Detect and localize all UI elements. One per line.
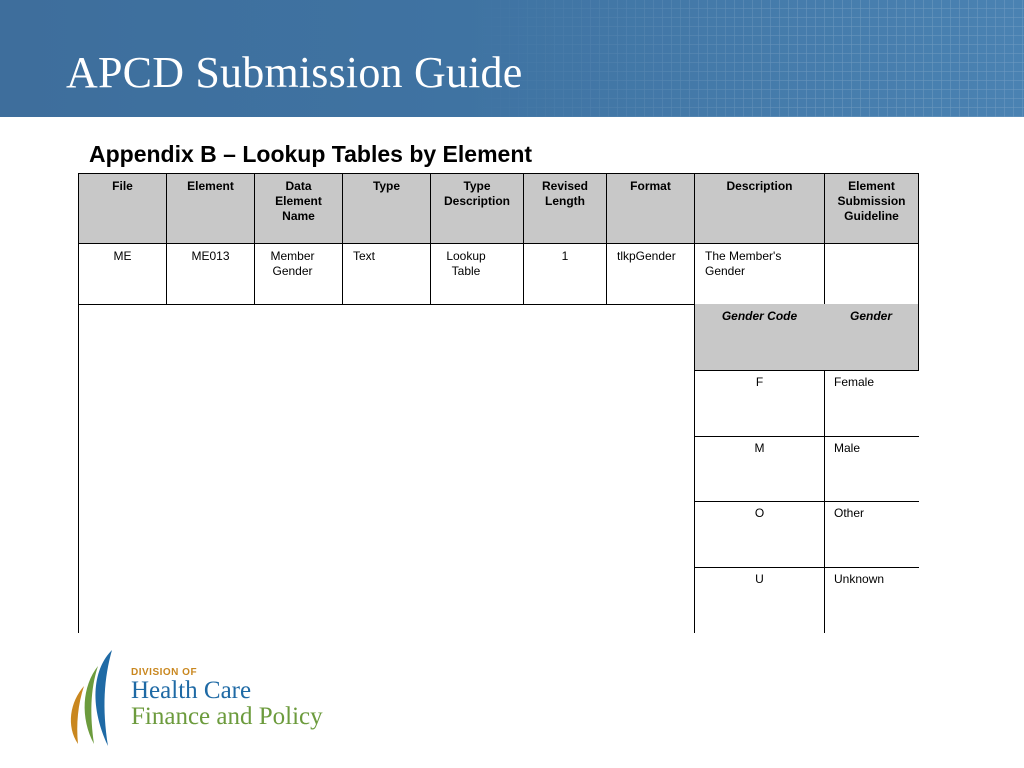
cell-file: ME [78,243,167,305]
logo-finance-policy-text: Finance and Policy [131,703,323,730]
logo-blue-swoosh [96,650,112,746]
header-file: File [78,173,167,244]
lookup-code: O [694,501,825,568]
lookup-code: F [694,370,825,437]
logo-health-care-text: Health Care [131,677,252,704]
lookup-gender: Female [824,370,919,437]
lookup-header-gender: Gender [824,304,919,371]
cell-guideline [824,243,919,305]
header-data-element-name: Data Element Name [254,173,343,244]
banner-texture [464,0,1024,117]
cell-revised-length: 1 [523,243,607,305]
cell-element: ME013 [166,243,255,305]
slide-title: APCD Submission Guide [66,48,523,97]
header-element: Element [166,173,255,244]
cell-description: The Member's Gender [694,243,825,305]
header-type: Type [342,173,431,244]
lookup-header-gender-code: Gender Code [694,304,825,371]
header-revised-length: Revised Length [523,173,607,244]
cell-type: Text [342,243,431,305]
header-type-description: Type Description [430,173,524,244]
slide-subtitle: Appendix B – Lookup Tables by Element [89,141,533,167]
lookup-code: U [694,567,825,633]
lookup-gender: Other [824,501,919,568]
cell-format: tlkpGender [606,243,695,305]
logo-green-swoosh [85,666,98,744]
header-format: Format [606,173,695,244]
table-left-border [78,304,79,633]
header-element-submission-guideline: Element Submission Guideline [824,173,919,244]
header-description: Description [694,173,825,244]
title-banner [0,0,1024,117]
logo-orange-swoosh [71,686,84,744]
lookup-gender: Male [824,436,919,502]
cell-type-description: Lookup Table [430,243,524,305]
cell-data-element-name: Member Gender [254,243,343,305]
lookup-gender: Unknown [834,572,885,586]
lookup-code: M [694,436,825,502]
logo-division-text: DIVISION OF [131,667,198,678]
